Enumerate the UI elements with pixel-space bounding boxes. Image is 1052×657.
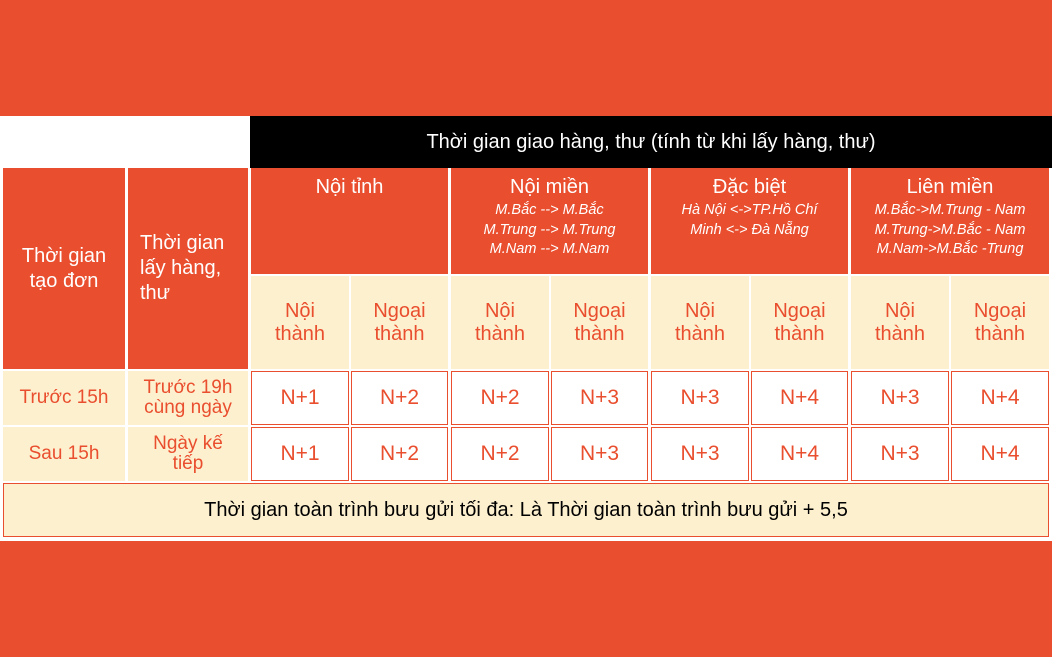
table-footer bbox=[3, 483, 1049, 537]
subheader-label: Ngoại thành bbox=[373, 299, 426, 345]
subheader-label: Nội thành bbox=[474, 299, 526, 345]
subheader-label: Nội thành bbox=[874, 299, 926, 345]
cell-value: N+3 bbox=[680, 441, 720, 465]
cell-value: N+2 bbox=[480, 441, 520, 465]
subheader-outer bbox=[751, 276, 848, 369]
table-cell bbox=[251, 427, 349, 481]
cell-value: N+4 bbox=[779, 441, 820, 465]
banner-text: Thời gian giao hàng, thư (tính từ khi lấy hàng, thư) bbox=[426, 130, 876, 153]
cell-value: N+3 bbox=[880, 385, 920, 409]
cell-value: N+4 bbox=[779, 385, 820, 409]
table-cell bbox=[651, 371, 749, 425]
cell-value: N+3 bbox=[880, 441, 920, 465]
region-header-dac-biet bbox=[651, 168, 848, 274]
row-pickup-label: Ngày kế tiếp bbox=[153, 433, 223, 474]
table-cell bbox=[251, 371, 349, 425]
table-banner bbox=[250, 116, 1052, 168]
row-create-time bbox=[3, 427, 125, 481]
table-cell bbox=[351, 371, 448, 425]
cell-value: N+2 bbox=[480, 385, 520, 409]
table-cell bbox=[451, 427, 549, 481]
region-header-noi-mien bbox=[451, 168, 648, 274]
region-title: Nội tỉnh bbox=[315, 176, 384, 198]
region-title: Nội miền bbox=[510, 176, 589, 198]
cell-value: N+4 bbox=[980, 385, 1020, 409]
region-subtitle: M.Bắc --> M.Bắc M.Trung --> M.Trung M.Nam --> M.Nam bbox=[483, 202, 616, 258]
delivery-time-table bbox=[0, 116, 1052, 541]
row-pickup-label: Trước 19h cùng ngày bbox=[143, 377, 233, 418]
subheader-label: Ngoại thành bbox=[973, 299, 1027, 345]
region-header-lien-mien bbox=[851, 168, 1049, 274]
subheader-inner bbox=[851, 276, 949, 369]
subheader-inner bbox=[451, 276, 549, 369]
row-pickup-time bbox=[128, 427, 248, 481]
subheader-outer bbox=[951, 276, 1049, 369]
table-cell bbox=[751, 427, 848, 481]
subheader-label: Nội thành bbox=[274, 299, 326, 345]
subheader-outer bbox=[551, 276, 648, 369]
subheader-inner bbox=[251, 276, 349, 369]
row-pickup-time bbox=[128, 371, 248, 425]
table-cell bbox=[751, 371, 848, 425]
table-cell bbox=[651, 427, 749, 481]
header-create-time bbox=[3, 168, 125, 369]
header-create-time-label: Thời gian tạo đơn bbox=[21, 244, 107, 292]
cell-value: N+3 bbox=[579, 385, 620, 409]
table-cell bbox=[451, 371, 549, 425]
subheader-label: Nội thành bbox=[674, 299, 726, 345]
region-title: Liên miền bbox=[906, 176, 994, 198]
region-header-noi-tinh bbox=[251, 168, 448, 274]
table-cell bbox=[351, 427, 448, 481]
row-create-label: Sau 15h bbox=[28, 443, 100, 465]
cell-value: N+1 bbox=[280, 385, 320, 409]
region-title: Đặc biệt bbox=[712, 176, 787, 198]
table-cell bbox=[551, 427, 648, 481]
region-subtitle: M.Bắc->M.Trung - Nam M.Trung->M.Bắc - Nam M.Nam->M.Bắc -Trung bbox=[874, 202, 1026, 258]
table-cell bbox=[851, 427, 949, 481]
cell-value: N+2 bbox=[379, 441, 420, 465]
footer-note: Thời gian toàn trình bưu gửi tối đa: Là Thời gian toàn trình bưu gửi + 5,5 bbox=[204, 498, 848, 521]
cell-value: N+4 bbox=[980, 441, 1020, 465]
row-create-label: Trước 15h bbox=[19, 387, 109, 409]
header-pickup-time-label: Thời gian lấy hàng, thư bbox=[140, 232, 225, 304]
table-cell bbox=[951, 427, 1049, 481]
cell-value: N+2 bbox=[379, 385, 420, 409]
cell-value: N+3 bbox=[680, 385, 720, 409]
subheader-label: Ngoại thành bbox=[573, 299, 626, 345]
table-cell bbox=[851, 371, 949, 425]
subheader-outer bbox=[351, 276, 448, 369]
subheader-inner bbox=[651, 276, 749, 369]
row-create-time bbox=[3, 371, 125, 425]
cell-value: N+1 bbox=[280, 441, 320, 465]
table-cell bbox=[951, 371, 1049, 425]
table-cell bbox=[551, 371, 648, 425]
cell-value: N+3 bbox=[579, 441, 620, 465]
subheader-label: Ngoại thành bbox=[773, 299, 826, 345]
header-pickup-time bbox=[128, 168, 248, 369]
region-subtitle: Hà Nội <->TP.Hồ Chí Minh <-> Đà Nẵng bbox=[681, 202, 818, 238]
